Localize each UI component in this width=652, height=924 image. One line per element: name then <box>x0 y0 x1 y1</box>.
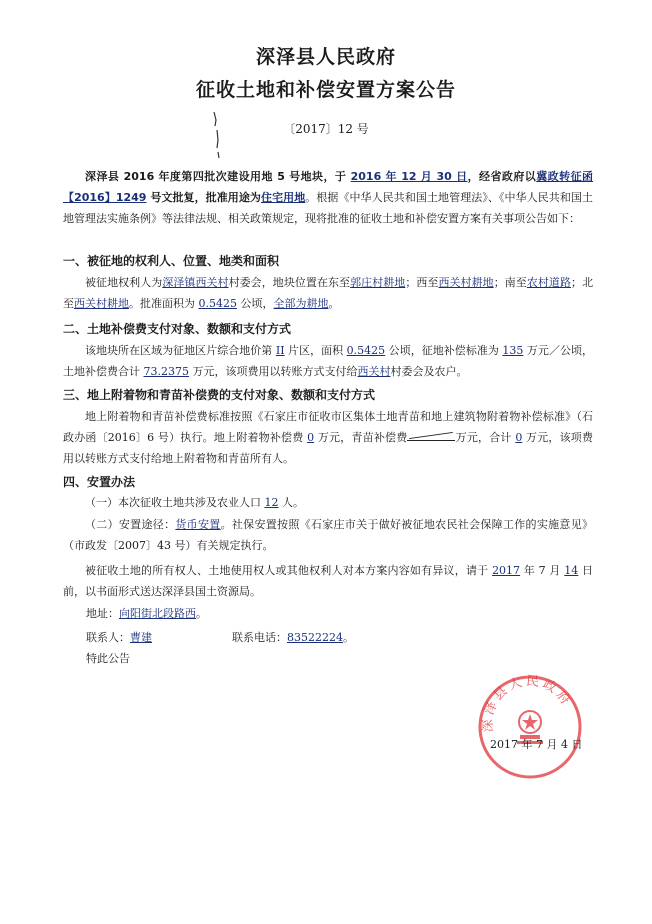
s1-text: 被征地权利人为 <box>85 276 163 289</box>
notice-text: 日前，以书面形式送达深泽县国土资源局。 <box>63 564 593 598</box>
s1-text: ；北至 <box>63 276 594 310</box>
closing-text: 特此公告 <box>86 652 130 665</box>
s2-zone: II <box>275 344 285 357</box>
s1-west: 西关村耕地 <box>438 276 494 289</box>
document-number: 〔2017〕12 号 <box>283 122 369 136</box>
notice-deadline-year: 2017 <box>492 564 521 577</box>
page-subtitle: 征收土地和补偿安置方案公告 <box>195 79 456 101</box>
contact-person: 曹建 <box>130 631 152 644</box>
intro-text-a: 深泽县 2016 年度第四批次建设用地 5 号地块，于 <box>85 170 351 183</box>
s1-text: 公顷， <box>237 297 274 310</box>
section-3-body <box>63 406 593 469</box>
s2-payee: 西关村 <box>357 365 391 378</box>
s4-text: （二）安置途径： <box>85 518 176 531</box>
phone-line <box>232 627 354 648</box>
address-line <box>86 603 207 624</box>
s2-text: 村委会及农户。 <box>390 365 468 378</box>
s3-attachment-fee: 0 <box>307 431 315 444</box>
s1-text: 村委会，地块位置在东至 <box>228 276 351 289</box>
official-seal-icon <box>475 672 585 782</box>
s2-text: 万元／公顷，土地补偿费合计 <box>63 344 593 378</box>
s2-text: 万元，该项费用以转账方式支付给 <box>189 365 358 378</box>
intro-approval-doc: 冀政转征函【2016】1249 <box>63 170 594 204</box>
section-3-heading: 三、地上附着物和青苗补偿费的支付对象、数额和支付方式 <box>63 388 376 402</box>
s1-land-type: 全部为耕地 <box>273 297 329 310</box>
intro-text-d: 。根据《中华人民共和国土地管理法》、《中华人民共和国土地管理法实施条例》等法律法规、相关政策规定，现将批准的征收土地和补偿安置方案有关事项公告如下： <box>63 191 593 225</box>
s3-text: 万元，合计 <box>455 431 516 444</box>
address-end: 。 <box>196 607 207 620</box>
address-label: 地址： <box>86 607 119 620</box>
s3-crop-fee-blank <box>407 431 455 441</box>
s3-total: 0 <box>515 431 523 444</box>
notice-text: 年 7 月 <box>520 564 565 577</box>
section-2-heading: 二、土地补偿费支付对象、数额和支付方式 <box>63 322 292 336</box>
phone-number: 83522224 <box>287 631 343 644</box>
s4-resettlement-way: 货币安置 <box>175 518 221 531</box>
s1-owner: 深泽镇西关村 <box>162 276 229 289</box>
s4-text: 人。 <box>278 496 304 509</box>
s2-text: 公顷，征地补偿标准为 <box>385 344 503 357</box>
section-1-heading: 一、被征地的权利人、位置、地类和面积 <box>63 254 280 268</box>
s1-east: 郭庄村耕地 <box>350 276 406 289</box>
phone-label: 联系电话： <box>232 631 287 644</box>
s1-north: 西关村耕地 <box>74 297 129 310</box>
s1-area: 0.5425 <box>198 297 237 310</box>
objection-notice <box>63 560 593 602</box>
seal-date: 2017 年 7 月 4 日 <box>490 738 583 751</box>
svg-text:深泽县人民政府: 深泽县人民政府 <box>480 673 575 733</box>
page-title: 深泽县人民政府 <box>255 46 396 68</box>
phone-end: 。 <box>343 631 354 644</box>
intro-text-c: 号文批复，批准用途为 <box>146 191 261 204</box>
s2-rate: 135 <box>502 344 524 357</box>
s4-text: （一）本次征收土地共涉及农业人口 <box>85 496 265 509</box>
notice-text: 被征收土地的所有权人、土地使用权人或其他权利人对本方案内容如有异议，请于 <box>85 564 493 577</box>
intro-land-use: 住宅用地 <box>261 191 306 204</box>
section-4-heading: 四、安置办法 <box>63 475 136 489</box>
s2-area: 0.5425 <box>346 344 386 357</box>
s3-text: 万元，青苗补偿费 <box>314 431 408 444</box>
contact-line <box>86 627 152 648</box>
notice-deadline-day: 14 <box>564 564 579 577</box>
intro-text-b: ，经省政府以 <box>467 170 537 183</box>
s1-text: 。 <box>328 297 340 310</box>
s3-text: 万元，该项费用以转账方式支付给地上附着物和青苗所有人。 <box>63 431 593 465</box>
section-2-body <box>63 340 593 382</box>
s3-text: 地上附着物和青苗补偿费标准按照《石家庄市征收市区集体土地青苗和地上建筑物附着物补偿标准》（石政办函〔2016〕6 号）执行。地上附着物补偿费 <box>63 410 593 444</box>
intro-paragraph <box>63 166 593 229</box>
s2-text: 该地块所在区域为征地区片综合地价第 <box>85 344 276 357</box>
address-value: 向阳街北段路西 <box>119 607 196 620</box>
section-1-body <box>63 272 593 314</box>
intro-approval-date: 2016 年 12 月 30 日 <box>350 170 468 183</box>
s4-population: 12 <box>264 496 279 509</box>
s1-south: 农村道路 <box>526 276 572 289</box>
s1-text: ；南至 <box>493 276 527 289</box>
s2-total: 73.2375 <box>143 365 189 378</box>
section-4-item-2 <box>63 514 593 556</box>
contact-person-label: 联系人： <box>86 631 130 644</box>
s1-text: 。批准面积为 <box>129 297 199 310</box>
s1-text: ；西至 <box>405 276 439 289</box>
s2-text: 片区，面积 <box>284 344 347 357</box>
section-4-item-1 <box>63 492 593 513</box>
s4-text: 。社保安置按照《石家庄市关于做好被征地农民社会保障工作的实施意见》（市政发〔2007〕43 号）有关规定执行。 <box>63 518 594 552</box>
